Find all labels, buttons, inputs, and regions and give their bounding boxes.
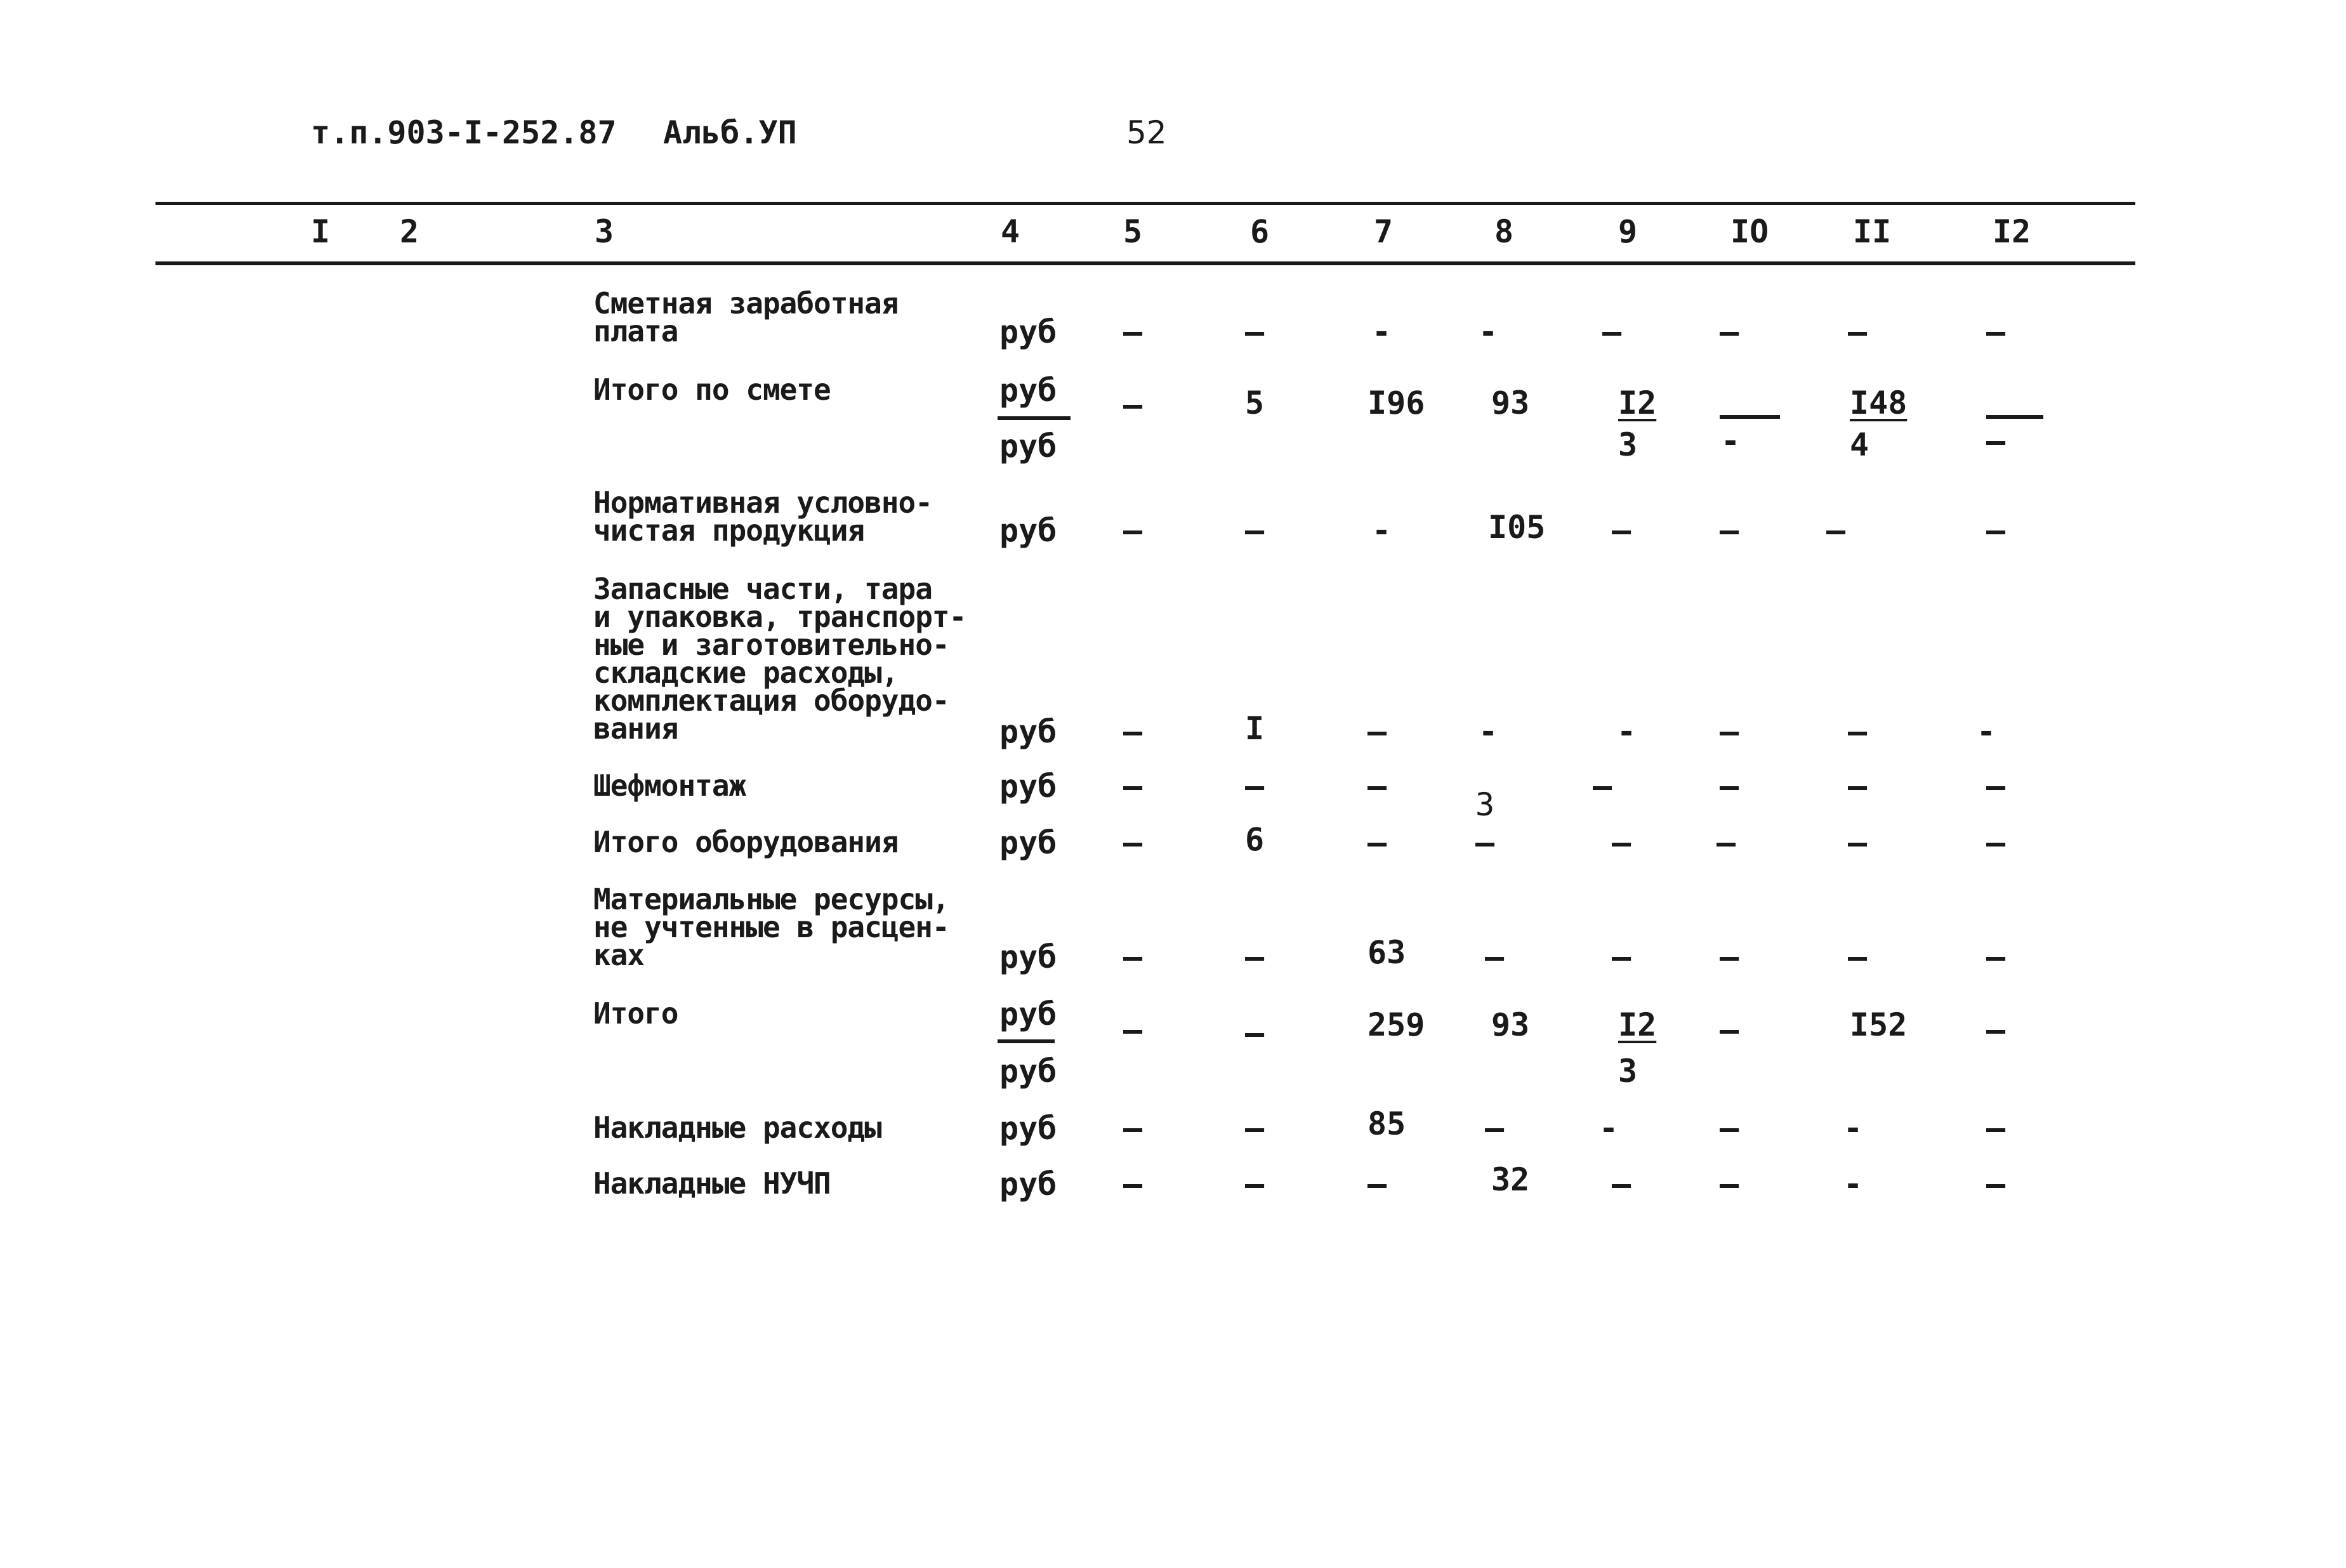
row0-c10: –: [1720, 313, 1739, 350]
row4-unit: руб: [999, 768, 1057, 805]
row0-c7: -: [1372, 313, 1392, 350]
album-number: Альб.УП: [663, 114, 797, 151]
row1-c11-numerator: I48: [1850, 385, 1908, 421]
row4-c8: 3: [1475, 786, 1495, 823]
row5-c7: –: [1367, 824, 1387, 861]
row-label-estimated-wages: Сметная заработная плата: [593, 286, 899, 348]
row3-c12: -: [1977, 713, 1996, 750]
row9-c6: –: [1245, 1166, 1265, 1202]
row2-unit: руб: [999, 512, 1057, 549]
row1-c9-numerator: I2: [1618, 385, 1657, 421]
row9-c11: -: [1843, 1166, 1863, 1202]
row0-c5: –: [1123, 313, 1143, 350]
row9-c8: 32: [1491, 1161, 1530, 1198]
row-label-material-resources: Материальные ресурсы, не учтенные в расцен- ках: [593, 882, 949, 972]
row0-unit: руб: [999, 313, 1057, 350]
row7-c9-denominator: 3: [1618, 1053, 1638, 1090]
col-header-7: 7: [1374, 213, 1394, 250]
row-label-overhead-costs: Накладные расходы: [593, 1110, 881, 1145]
row6-c6: –: [1245, 939, 1265, 975]
col-header-6: 6: [1250, 213, 1270, 250]
row5-c5: –: [1123, 824, 1143, 861]
row2-c11: –: [1826, 512, 1846, 549]
row1-c11-denominator: 4: [1850, 426, 1869, 463]
row6-c5: –: [1123, 939, 1143, 975]
row9-c7: –: [1367, 1166, 1387, 1202]
row6-c10: –: [1720, 939, 1739, 975]
row1-unit-fraction-bar: [998, 416, 1071, 420]
row7-c12: –: [1986, 1011, 2006, 1048]
col-header-9: 9: [1618, 213, 1638, 250]
row6-c11: –: [1848, 939, 1868, 975]
row1-c6: 5: [1245, 385, 1265, 421]
row9-c10: –: [1720, 1166, 1739, 1202]
row5-c11: –: [1848, 824, 1868, 861]
table-header-rule: [155, 261, 2135, 265]
col-header-4: 4: [1001, 213, 1020, 250]
row7-unit: руб: [999, 996, 1057, 1032]
row7-c9-numerator: I2: [1618, 1006, 1657, 1043]
row2-c9: –: [1612, 512, 1631, 549]
row0-c8: -: [1479, 313, 1498, 350]
row0-c9: –: [1602, 313, 1622, 350]
row0-c12: –: [1986, 313, 2006, 350]
row7-c5: –: [1123, 1011, 1143, 1048]
row2-c12: –: [1986, 512, 2006, 549]
row8-c6: –: [1245, 1110, 1265, 1147]
row0-c6: –: [1245, 313, 1265, 350]
row1-c12-denominator: –: [1986, 423, 2006, 459]
row5-unit: руб: [999, 824, 1057, 861]
row-label-total: Итого: [593, 996, 678, 1031]
row5-c12: –: [1986, 824, 2006, 861]
row-label-total-equipment: Итого оборудования: [593, 825, 899, 859]
row3-c10: –: [1720, 713, 1739, 750]
row4-c10: –: [1720, 768, 1739, 805]
row1-c8: 93: [1491, 385, 1530, 421]
row9-c5: –: [1123, 1166, 1143, 1202]
row0-c11: –: [1848, 313, 1868, 350]
row8-c11: -: [1843, 1110, 1863, 1147]
row7-c11: I52: [1850, 1006, 1908, 1043]
page-number: 52: [1126, 114, 1167, 151]
row3-c8: -: [1479, 713, 1498, 750]
row7-c6: –: [1245, 1015, 1265, 1051]
row1-c9-denominator: 3: [1618, 426, 1638, 463]
row-label-normative-net-production: Нормативная условно- чистая продукция: [593, 485, 932, 548]
row2-c7: -: [1372, 512, 1392, 549]
row1-c5: –: [1123, 386, 1143, 423]
row5-c9: –: [1612, 824, 1631, 861]
row1-c10-fraction-bar: [1720, 415, 1780, 419]
row9-unit: руб: [999, 1166, 1057, 1202]
row8-unit: руб: [999, 1110, 1057, 1147]
row6-c12: –: [1986, 939, 2006, 975]
col-header-2: 2: [400, 213, 419, 250]
row-label-supervised-installation: Шефмонтаж: [593, 768, 746, 803]
row7-c7: 259: [1367, 1006, 1425, 1043]
row1-c10-denominator: -: [1721, 423, 1741, 459]
row3-c5: –: [1123, 713, 1143, 750]
row-label-overhead-nuchp: Накладные НУЧП: [593, 1166, 831, 1201]
row9-c12: –: [1986, 1166, 2006, 1202]
col-header-1: I: [311, 213, 331, 250]
row7-unit-denominator: руб: [999, 1053, 1057, 1090]
row6-c7: 63: [1367, 934, 1406, 971]
row8-c12: –: [1986, 1110, 2006, 1147]
row8-c7: 85: [1367, 1105, 1406, 1142]
row8-c9: -: [1599, 1110, 1619, 1147]
col-header-5: 5: [1123, 213, 1143, 250]
row1-c12-fraction-bar: [1986, 415, 2043, 419]
row1-unit: руб: [999, 372, 1057, 409]
row4-c7: –: [1367, 768, 1387, 805]
row7-unit-fraction-bar: [998, 1039, 1055, 1043]
row4-c5: –: [1123, 768, 1143, 805]
row1-c7: I96: [1367, 385, 1425, 421]
document-code: т.п.903-I-252.87: [311, 114, 617, 151]
row8-c8: –: [1485, 1110, 1505, 1147]
row2-c10: –: [1720, 512, 1739, 549]
row1-unit-denominator: руб: [999, 428, 1057, 464]
row4-c11: –: [1848, 768, 1868, 805]
row5-c6: 6: [1245, 821, 1265, 858]
col-header-8: 8: [1494, 213, 1514, 250]
row8-c10: –: [1720, 1110, 1739, 1147]
row2-c8: I05: [1488, 509, 1546, 546]
row6-c9: –: [1612, 939, 1631, 975]
col-header-3: 3: [595, 213, 614, 250]
row2-c6: –: [1245, 512, 1265, 549]
row3-c11: –: [1848, 713, 1868, 750]
row3-c6: I: [1245, 710, 1265, 747]
row5-c8: –: [1475, 824, 1495, 861]
table-top-rule: [155, 202, 2135, 205]
row9-c9: –: [1612, 1166, 1631, 1202]
row4-c9: –: [1593, 768, 1612, 805]
row4-c6: –: [1245, 768, 1265, 805]
row5-c10: —: [1717, 824, 1736, 861]
row3-c7: –: [1367, 713, 1387, 750]
row-label-total-by-estimate: Итого по смете: [593, 372, 831, 407]
row2-c5: –: [1123, 512, 1143, 549]
col-header-11: II: [1853, 213, 1892, 250]
row3-c9: -: [1617, 713, 1637, 750]
col-header-12: I2: [1993, 213, 2031, 250]
row3-unit: руб: [999, 713, 1057, 750]
row6-unit: руб: [999, 939, 1057, 975]
col-header-10: IO: [1730, 213, 1769, 250]
row4-c12: –: [1986, 768, 2006, 805]
row8-c5: –: [1123, 1110, 1143, 1147]
row6-c8: –: [1485, 939, 1505, 975]
row7-c10: –: [1720, 1011, 1739, 1048]
row-label-spare-parts-packaging: Запасные части, тара и упаковка, транспорт- ные и заготовительно- складские расходы, комплектация оборудо- вания: [593, 572, 966, 746]
row7-c8: 93: [1491, 1006, 1530, 1043]
